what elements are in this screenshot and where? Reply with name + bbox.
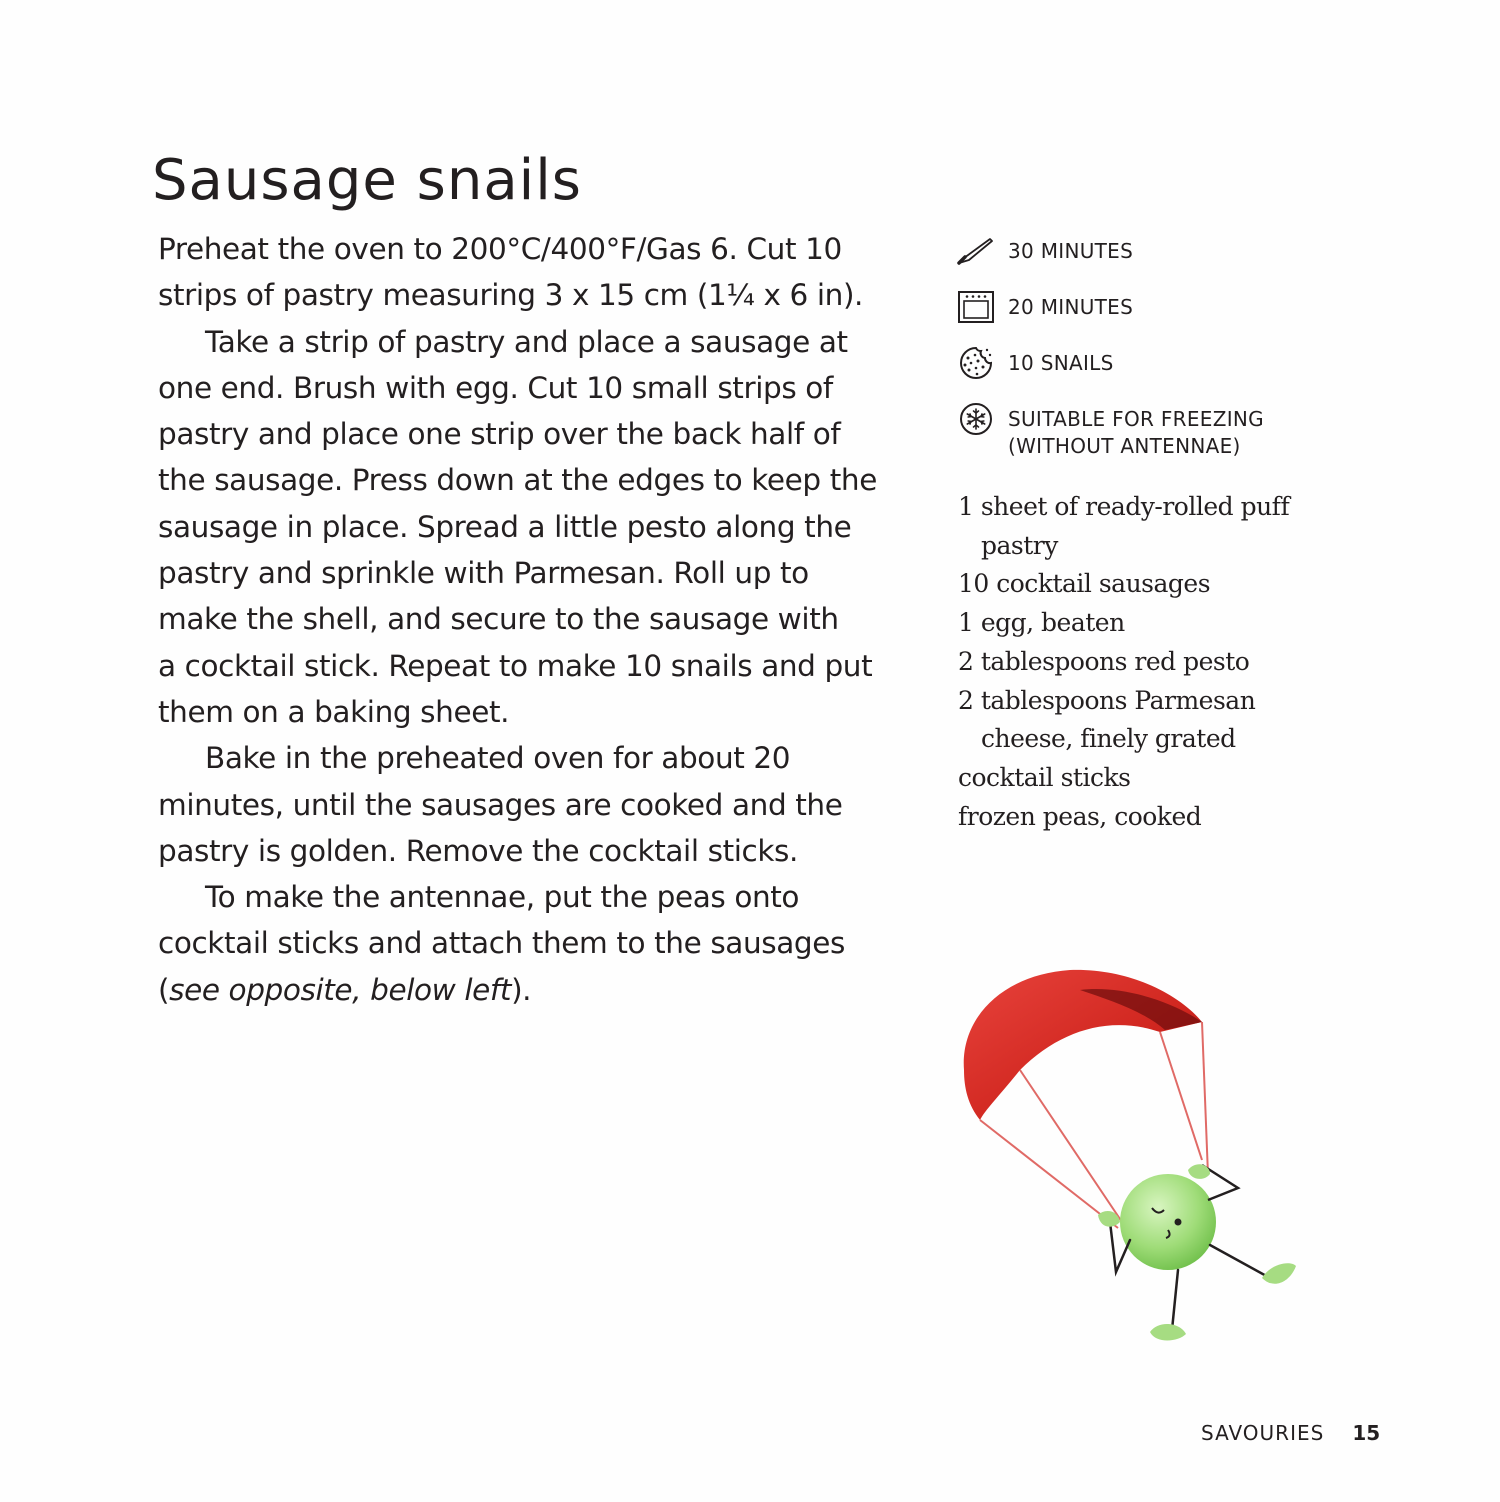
- freezing: [956, 402, 1376, 460]
- method-line: To make the antennae, put the peas onto: [205, 880, 800, 915]
- cook-time-text: 20 MINUTES: [1008, 295, 1134, 319]
- ingredient-line: cheese, finely grated: [981, 724, 1236, 754]
- ingredient-line: cocktail sticks: [958, 762, 1131, 792]
- method-line: make the shell, and secure to the sausage with: [158, 602, 839, 637]
- makes-text: 10 SNAILS: [1008, 351, 1114, 375]
- ingredient-line: frozen peas, cooked: [958, 801, 1202, 831]
- method-line-last: [158, 967, 918, 1013]
- freezing-line-1: SUITABLE FOR FREEZING: [1008, 407, 1264, 431]
- makes: [956, 346, 1376, 380]
- ingredient-item: [958, 682, 1338, 759]
- prep-time-text: 30 MINUTES: [1008, 239, 1134, 263]
- method-line: pastry and sprinkle with Parmesan. Roll up to: [158, 556, 809, 591]
- ingredient-item: [958, 488, 1338, 565]
- snowflake-icon: [956, 402, 996, 436]
- ingredients-list: [958, 488, 1338, 836]
- method-line: strips of pastry measuring 3 x 15 cm (1¼ x 6 in).: [158, 278, 864, 313]
- freezing-text: [1008, 402, 1264, 460]
- method-line: Preheat the oven to 200°C/400°F/Gas 6. Cut 10: [158, 232, 842, 266]
- ingredient-item: [958, 759, 1338, 798]
- method-line: minutes, until the sausages are cooked and the: [158, 787, 843, 822]
- cook-time: [956, 290, 1376, 324]
- ingredient-item: [958, 798, 1338, 837]
- freezing-line-2: (WITHOUT ANTENNAE): [1008, 434, 1241, 458]
- ingredient-line: 10 cocktail sausages: [958, 569, 1211, 599]
- section-name: SAVOURIES: [1201, 1421, 1325, 1445]
- ingredient-item: [958, 604, 1338, 643]
- ingredient-line: pastry: [981, 530, 1058, 560]
- method-text: [158, 226, 918, 1013]
- recipe-title: Sausage snails: [152, 147, 582, 213]
- page-number: 15: [1352, 1421, 1381, 1445]
- paren-open: (: [158, 972, 170, 1007]
- method-line: them on a baking sheet.: [158, 694, 510, 729]
- page-footer: [1201, 1421, 1380, 1445]
- method-line: pastry and place one strip over the back half of: [158, 417, 841, 452]
- cross-reference: see opposite, below left: [169, 972, 512, 1007]
- method-line: the sausage. Press down at the edges to keep the: [158, 463, 877, 498]
- method-line: Bake in the preheated oven for about 20: [205, 741, 791, 776]
- method-line: one end. Brush with egg. Cut 10 small strips of: [158, 370, 833, 405]
- method-line: Take a strip of pastry and place a sausage at: [205, 324, 848, 359]
- oven-icon: [956, 290, 996, 324]
- method-line: a cocktail stick. Repeat to make 10 snails and put: [158, 648, 873, 683]
- method-line: cocktail sticks and attach them to the sausages: [158, 926, 845, 961]
- cookie-icon: [956, 346, 996, 380]
- method-line: pastry is golden. Remove the cocktail sticks.: [158, 833, 798, 868]
- ingredient-line: 2 tablespoons red pesto: [958, 646, 1250, 676]
- pea-parachute-illustration: [940, 960, 1320, 1360]
- ingredient-item: [958, 643, 1338, 682]
- paren-close: ).: [511, 972, 532, 1007]
- ingredient-line: 2 tablespoons Parmesan: [958, 685, 1256, 715]
- ingredient-line: 1 sheet of ready-rolled puff: [958, 492, 1290, 521]
- recipe-info: [956, 234, 1376, 482]
- method-line: sausage in place. Spread a little pesto along the: [158, 509, 852, 544]
- prep-time: [956, 234, 1376, 268]
- ingredient-item: [958, 565, 1338, 604]
- ingredient-line: 1 egg, beaten: [958, 608, 1125, 638]
- knife-icon: [956, 234, 996, 268]
